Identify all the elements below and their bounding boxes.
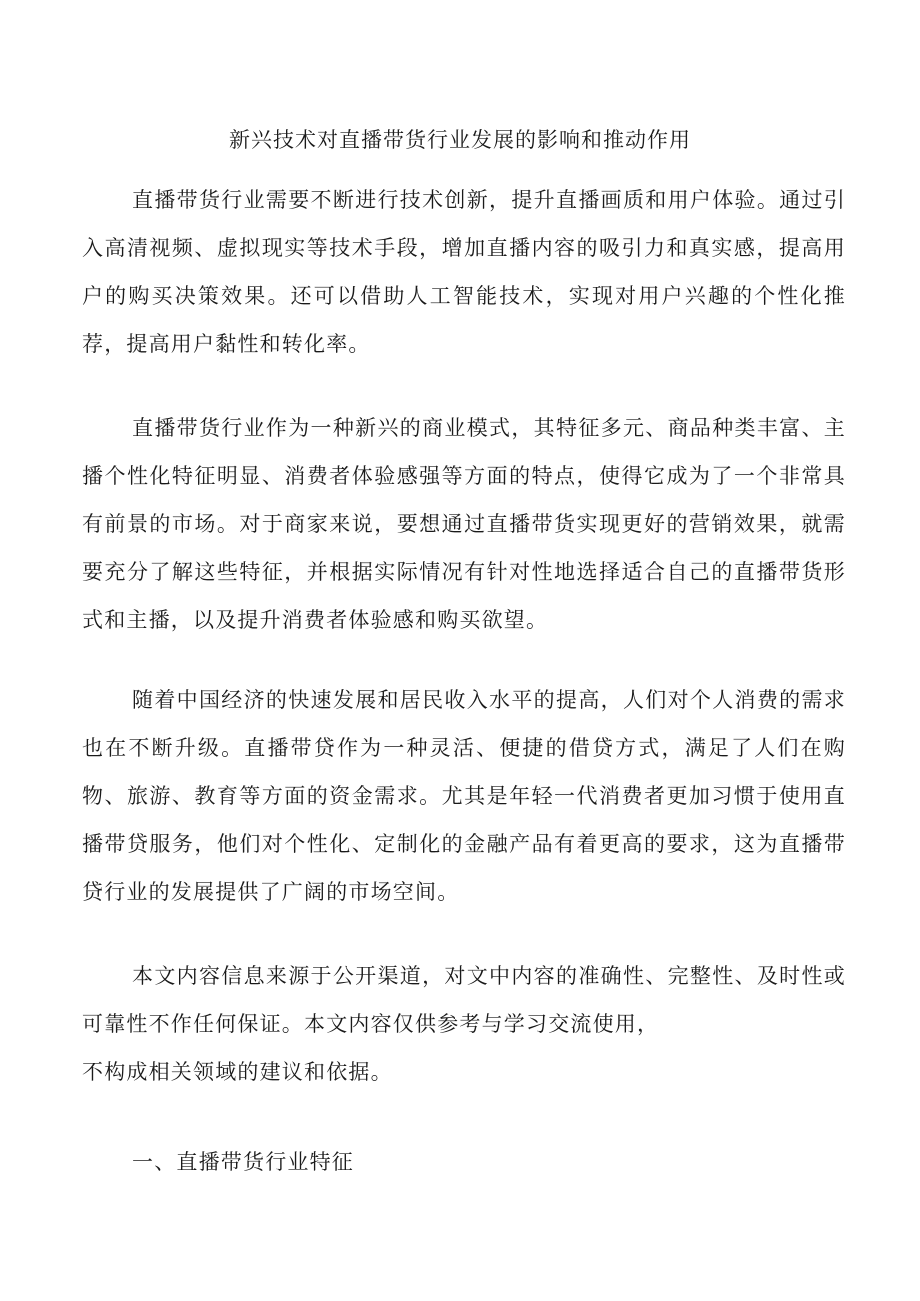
paragraph-consumer-demand: 随着中国经济的快速发展和居民收入水平的提高，人们对个人消费的需求也在不断升级。直播带贷作为一种灵活、便捷的借贷方式，满足了人们在购物、旅游、教育等方面的资金需求。尤其是年轻一代消费者更加习惯于使用直播带贷服务，他们对个性化、定制化的金融产品有着更高的要求，这为直播带贷行业的发展提供了广阔的市场空间。: [82, 688, 846, 904]
document-title: 新兴技术对直播带货行业发展的影响和推动作用: [229, 128, 691, 152]
paragraph-tech-innovation: 直播带货行业需要不断进行技术创新，提升直播画质和用户体验。通过引入高清视频、虚拟现实等技术手段，增加直播内容的吸引力和真实感，提高用户的购买决策效果。还可以借助人工智能技术，实现对用户兴趣的个性化推荐，提高用户黏性和转化率。: [82, 188, 846, 356]
paragraph-business-model: 直播带货行业作为一种新兴的商业模式，其特征多元、商品种类丰富、主播个性化特征明显、消费者体验感强等方面的特点，使得它成为了一个非常具有前景的市场。对于商家来说，要想通过直播带货实现更好的营销效果，就需要充分了解这些特征，并根据实际情况有针对性地选择适合自己的直播带货形式和主播，以及提升消费者体验感和购买欲望。: [82, 416, 846, 632]
disclaimer-tail: 不构成相关领域的建议和依据。: [82, 1060, 393, 1084]
paragraph-disclaimer: 本文内容信息来源于公开渠道，对文中内容的准确性、完整性、及时性或可靠性不作任何保证。本文内容仅供参考与学习交流使用，: [82, 964, 846, 1036]
section-heading: 一、直播带货行业特征: [132, 1150, 354, 1174]
